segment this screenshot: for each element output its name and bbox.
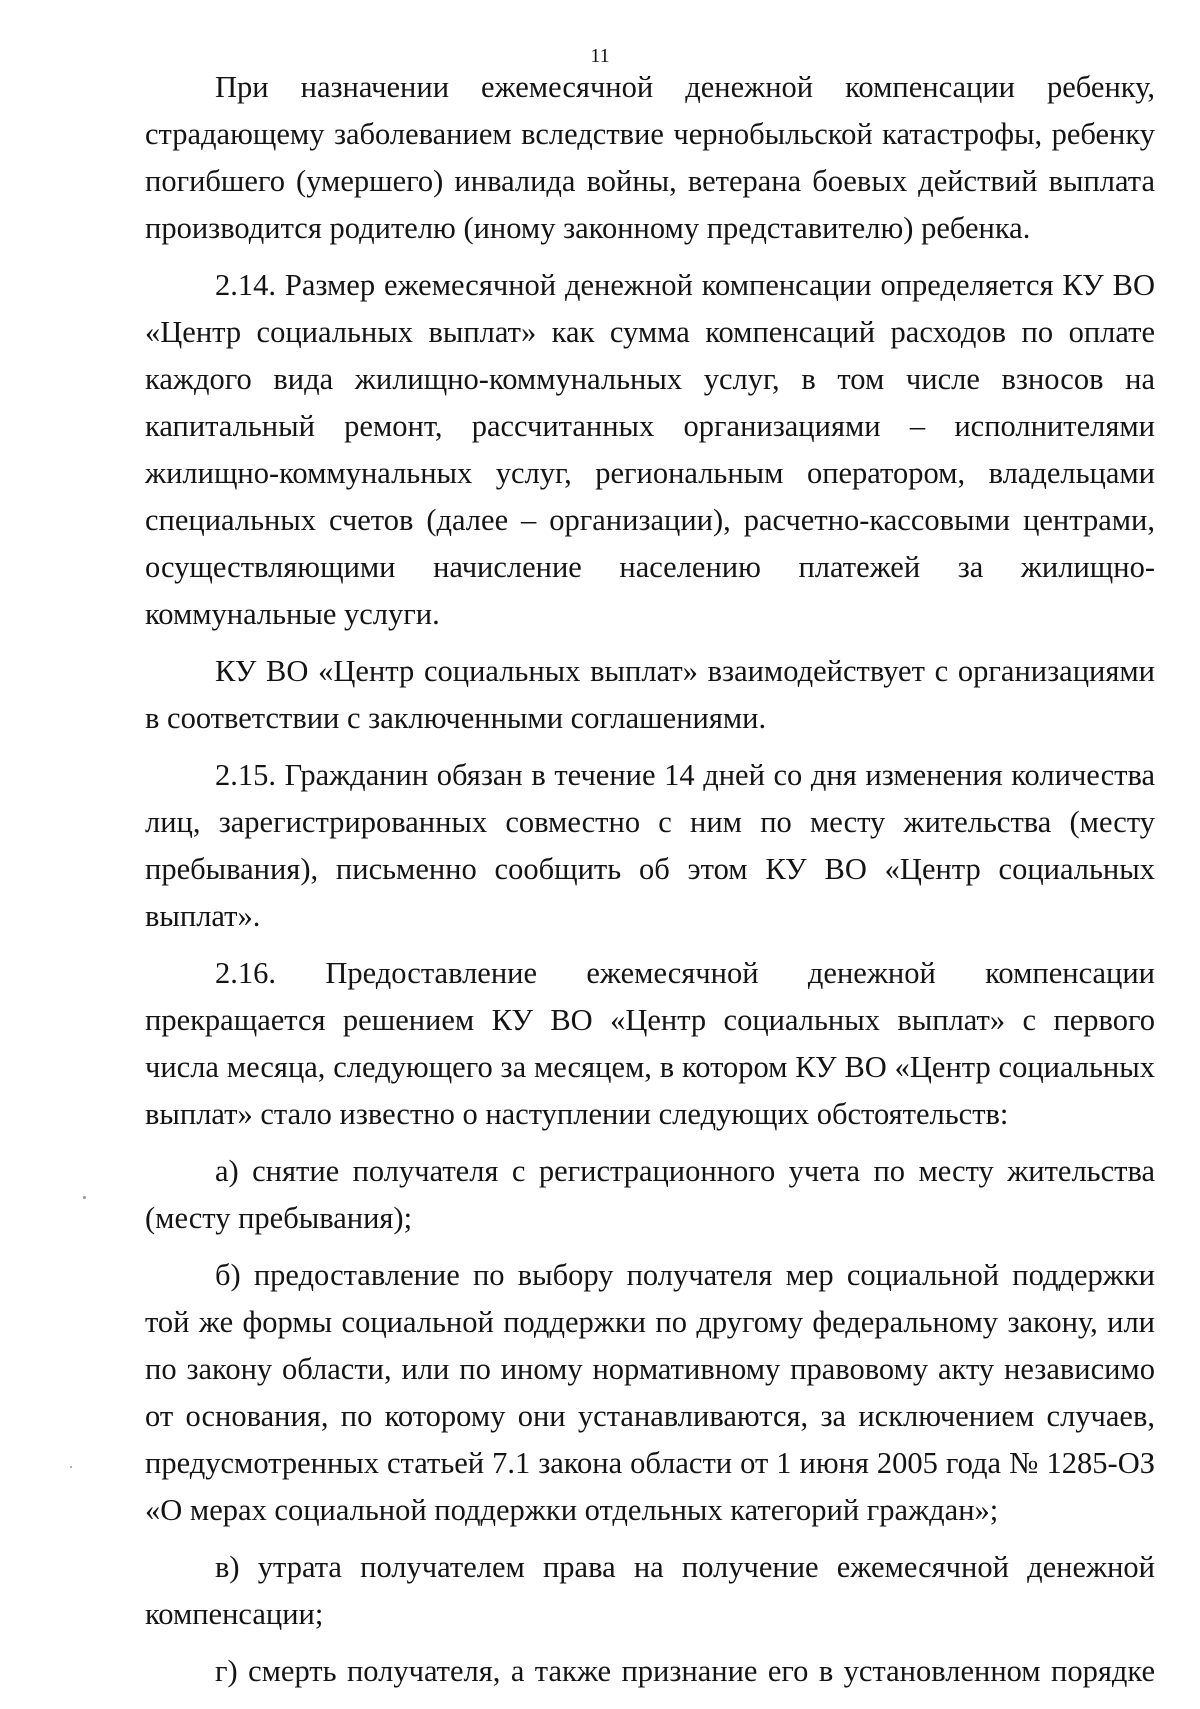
paragraph-child-compensation-payee: При назначении ежемесячной денежной компенсации ребенку, страдающему заболеванием вследствие чернобыльской катастрофы, ребенку погибшего (умершего) инвалида войны, ветерана боевых действий выплата производится родителю (иному законному представителю) ребенка. xyxy=(145,70,1155,245)
paragraph-2-15-citizen-obligation: 2.15. Гражданин обязан в течение 14 дней со дня изменения количества лиц, зарегистрированных совместно с ним по месту жительства (месту пребывания), письменно сообщить об этом КУ ВО «Центр социальных выплат». xyxy=(145,758,1155,933)
page-number: 11 xyxy=(590,45,610,67)
list-item-b-alternative-support: б) предоставление по выбору получателя мер социальной поддержки той же формы социальной поддержки по другому федеральному закону, или по закону области, или по иному нормативному правовому акту независимо от основания, по которому они устанавливаются, за исключением случаев, предусмотренных статьей 7.1 закона области от 1 июня 2005 года № 1285-ОЗ «О мерах социальной поддержки отдельных категорий граждан»; xyxy=(145,1258,1155,1527)
list-item-a-deregistration: а) снятие получателя с регистрационного учета по месту жительства (месту пребывания); xyxy=(145,1154,1155,1235)
paragraph-agreements-with-organizations: КУ ВО «Центр социальных выплат» взаимодействует с организациями в соответствии с заключенными соглашениями. xyxy=(145,654,1155,735)
list-item-g-death-of-recipient: г) смерть получателя, а также признание его в установленном порядке xyxy=(215,1654,1155,1688)
scan-speck xyxy=(83,1196,86,1199)
list-item-v-loss-of-right: в) утрата получателем права на получение ежемесячной денежной компенсации; xyxy=(145,1550,1155,1631)
paragraph-2-14-compensation-amount: 2.14. Размер ежемесячной денежной компенсации определяется КУ ВО «Центр социальных выплат» как сумма компенсаций расходов по оплате каждого вида жилищно-коммунальных услуг, в том числе взносов на капитальный ремонт, рассчитанных организациями – исполнителями жилищно-коммунальных услуг, региональным оператором, владельцами специальных счетов (далее – организации), расчетно-кассовыми центрами, осуществляющими начисление населению платежей за жилищно-коммунальные услуги. xyxy=(145,268,1155,631)
paragraph-2-16-termination: 2.16. Предоставление ежемесячной денежной компенсации прекращается решением КУ ВО «Центр социальных выплат» с первого числа месяца, следующего за месяцем, в котором КУ ВО «Центр социальных выплат» стало известно о наступлении следующих обстоятельств: xyxy=(145,956,1155,1131)
body-text xyxy=(145,64,1155,1705)
scan-speck xyxy=(70,1466,72,1468)
